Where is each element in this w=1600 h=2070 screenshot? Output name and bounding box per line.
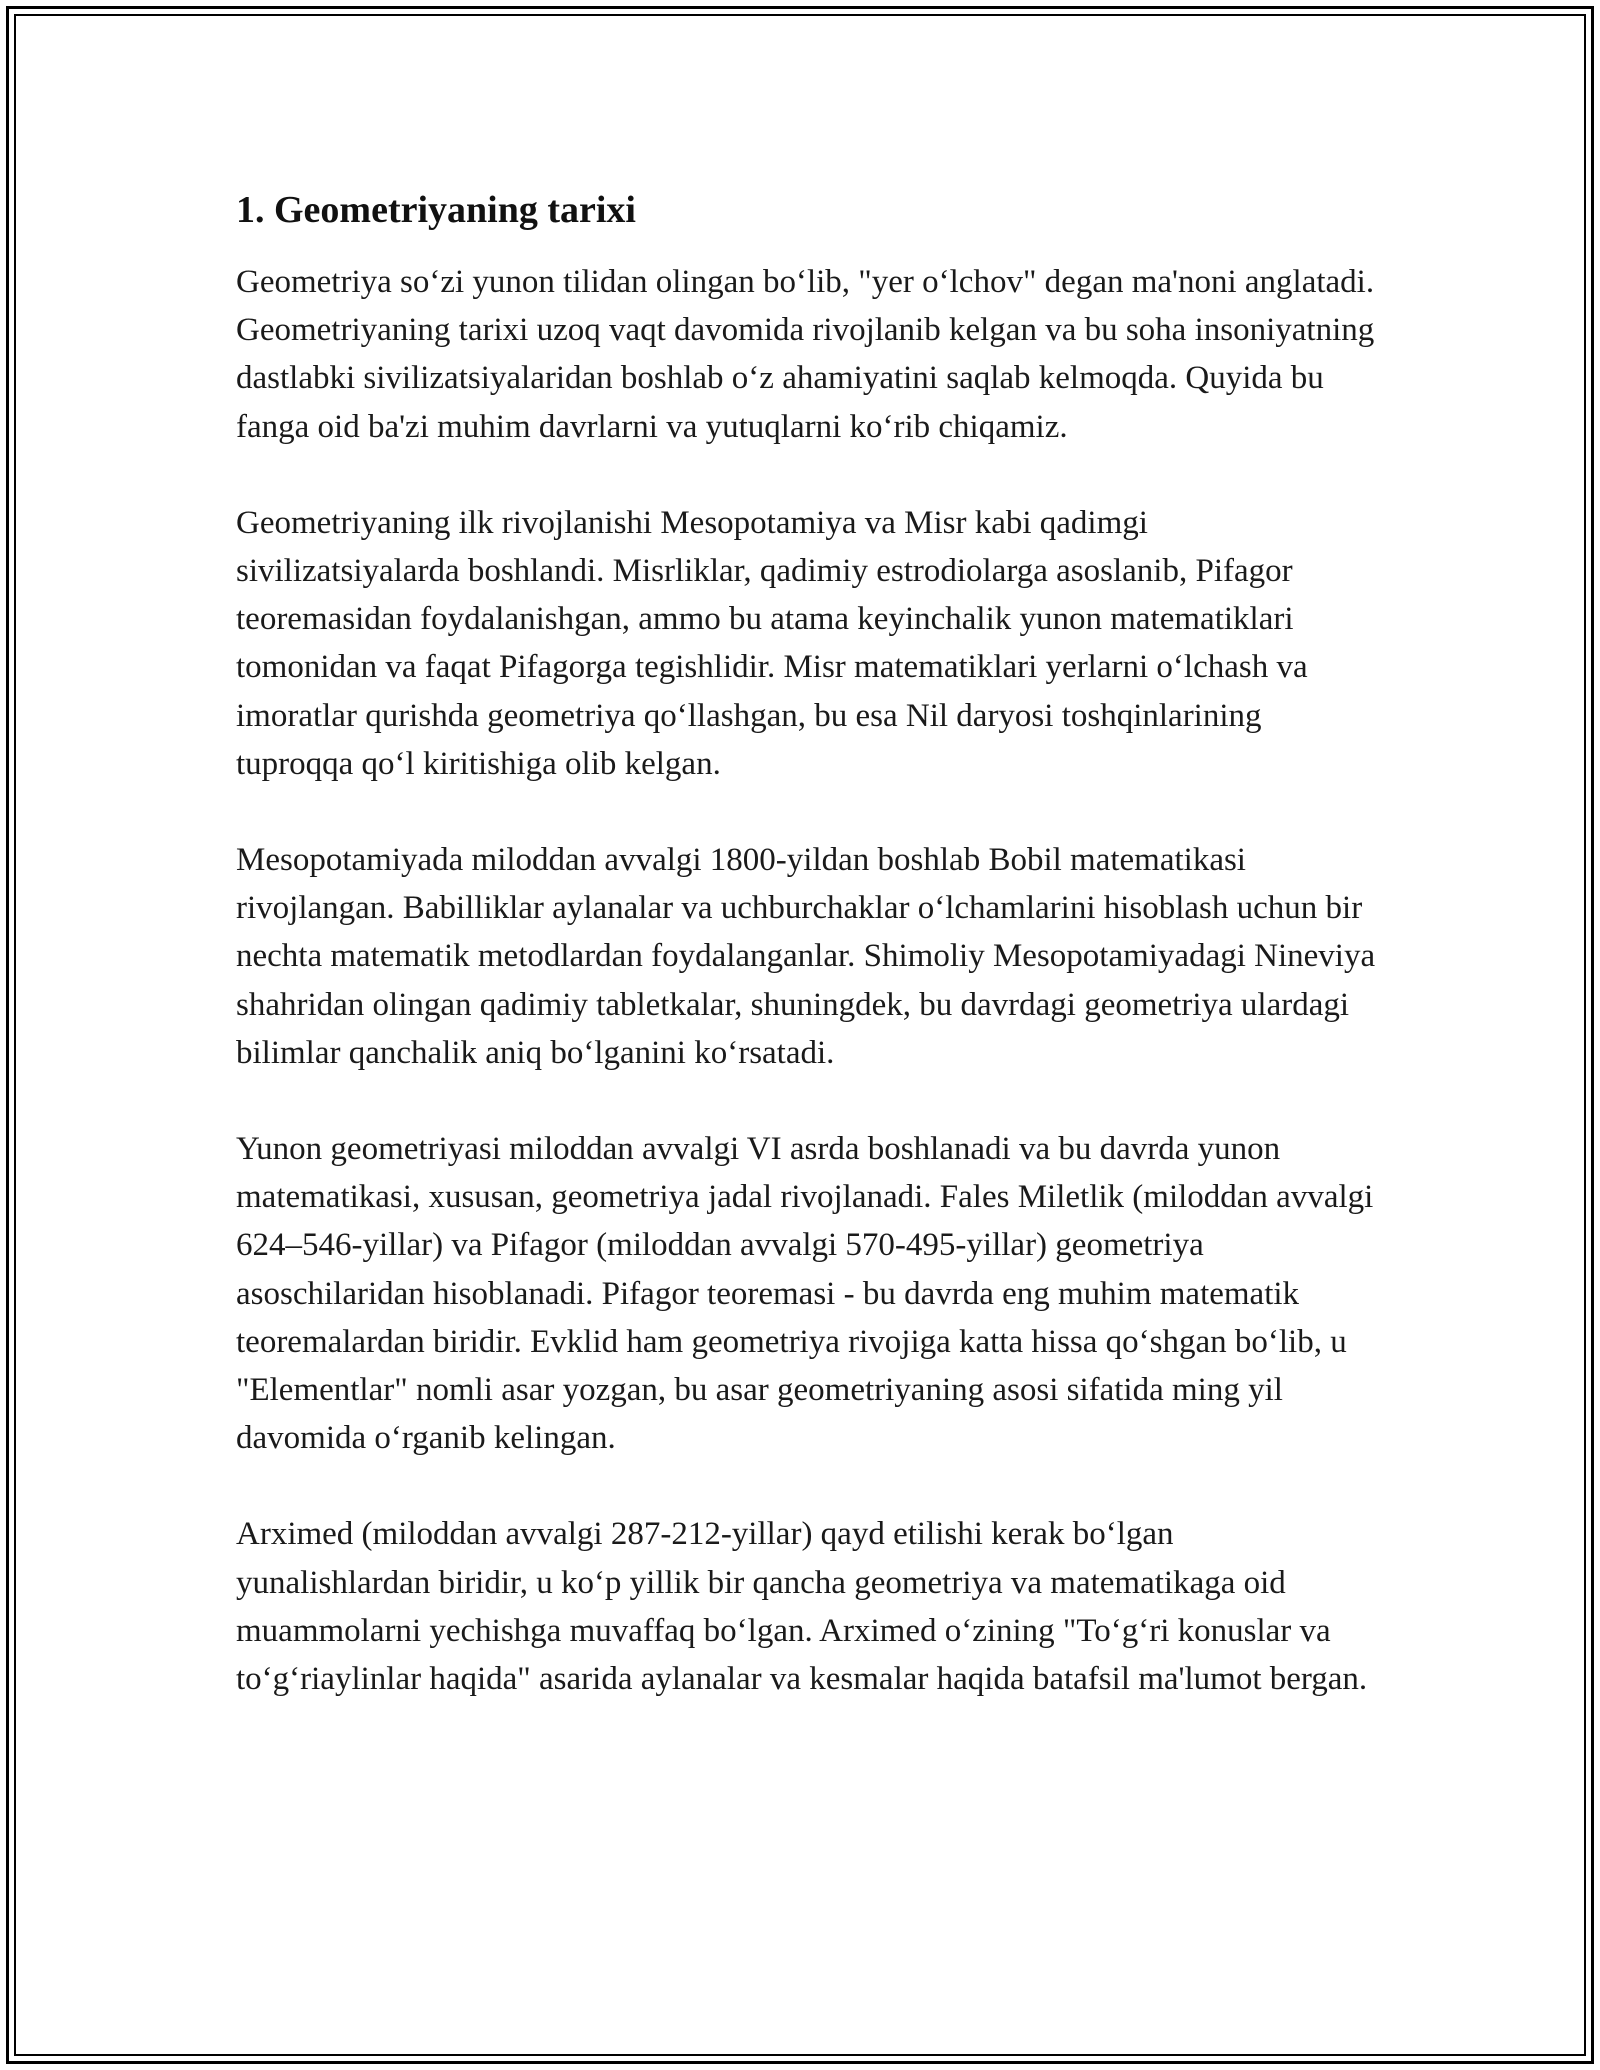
paragraph-archimedes: Arximed (miloddan avvalgi 287-212-yillar) qayd etilishi kerak bo‘lgan yunalishlardan biridir, u ko‘p yillik bir qancha geometriya va matematikaga oid muammolarni yechishga muvaffaq bo‘lgan. Arximed o‘zining "To‘g‘ri konuslar va to‘g‘riaylinlar haqida" asarida aylanalar va kesmalar haqida batafsil ma'lumot bergan.: [236, 1516, 1368, 1698]
paragraph-egypt-mesopotamia: Geometriyaning ilk rivojlanishi Mesopotamiya va Misr kabi qadimgi sivilizatsiyalarda boshlandi. Misrliklar, qadimiy estrodiolarga asoslanib, Pifagor teoremasidan foydalanishgan, ammo bu atama keyinchalik yunon matematiklari tomonidan va faqat Pifagorga tegishlidir. Misr matematiklari yerlarni o‘lchash va imoratlar qurishda geometriya qo‘llashgan, bu esa Nil daryosi toshqinlarining tuproqqa qo‘l kiritishiga olib kelgan.: [236, 504, 1308, 782]
paragraph-greek-geometry: Yunon geometriyasi miloddan avvalgi VI asrda boshlanadi va bu davrda yunon matematikasi, xususan, geometriya jadal rivojlanadi. Fales Miletlik (miloddan avvalgi 624–546-yillar) va Pifagor (miloddan avvalgi 570-495-yillar) geometriya asoschilaridan hisoblanadi. Pifagor teoremasi - bu davrda eng muhim matematik teoremalardan biridir. Evklid ham geometriya rivojiga katta hissa qo‘shgan bo‘lib, u "Elementlar" nomli asar yozgan, bu asar geometriyaning asosi sifatida ming yil davomida o‘rganib kelingan.: [236, 1131, 1374, 1457]
document-body: [236, 186, 1376, 1751]
paragraph-babylon: Mesopotamiyada miloddan avvalgi 1800-yildan boshlab Bobil matematikasi rivojlangan. Babilliklar aylanalar va uchburchaklar o‘lchamlarini hisoblash uchun bir nechta matematik metodlardan foydalanganlar. Shimoliy Mesopotamiyadagi Nineviya shahridan olingan qadimiy tabletkalar, shuningdek, bu davrdagi geometriya ulardagi bilimlar qanchalik aniq bo‘lganini ko‘rsatadi.: [236, 842, 1376, 1071]
document-title: 1. Geometriyaning tarixi: [236, 189, 636, 231]
paragraph-introduction: Geometriya so‘zi yunon tilidan olingan bo‘lib, "yer o‘lchov" degan ma'noni anglatadi. Geometriyaning tarixi uzoq vaqt davomida rivojlanib kelgan va bu soha insoniyatning dastlabki sivilizatsiyalaridan boshlab o‘z ahamiyatini saqlab kelmoqda. Quyida bu fanga oid ba'zi muhim davrlarni va yutuqlarni ko‘rib chiqamiz.: [236, 264, 1375, 445]
